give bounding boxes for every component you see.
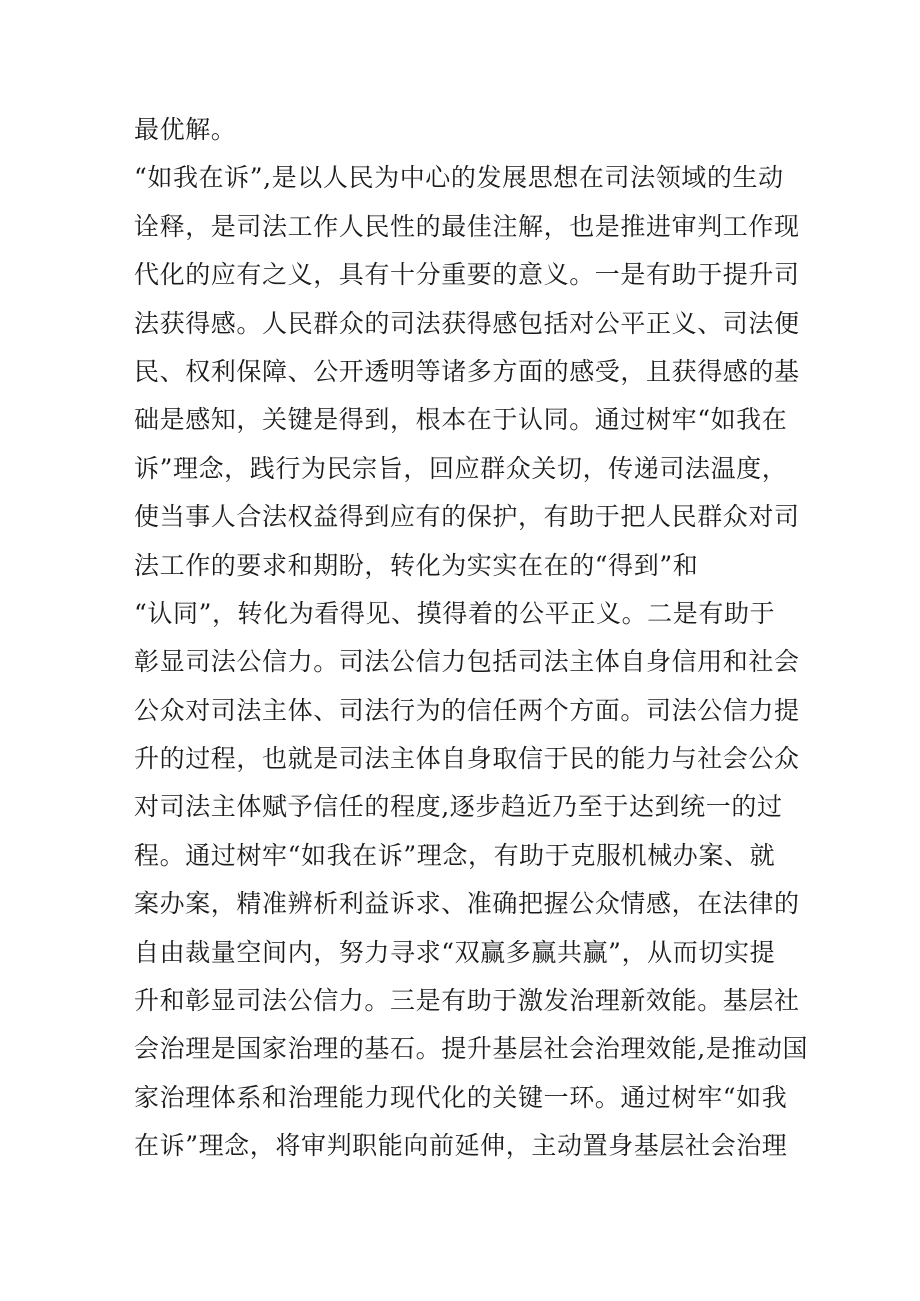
text-line: 法获得感。人民群众的司法获得感包括对公平正义、司法便 [134, 308, 800, 338]
text-line: 础是感知，关键是得到，根本在于认同。通过树牢“如我在 [134, 405, 788, 435]
text-line: 程。通过树牢“如我在诉”理念，有助于克服机械办案、就 [134, 840, 776, 870]
text-line: “如我在诉”,是以人民为中心的发展思想在司法领域的生动 [134, 163, 784, 193]
text-line: 会治理是国家治理的基石。提升基层社会治理效能,是推动国 [134, 1034, 809, 1064]
text-line: 家治理体系和治理能力现代化的关键一环。通过树牢“如我 [134, 1082, 788, 1112]
text-line: 使当事人合法权益得到应有的保护，有助于把人民群众对司 [134, 502, 800, 532]
text-line: 民、权利保障、公开透明等诸多方面的感受，且获得感的基 [134, 356, 800, 386]
text-line: 升的过程，也就是司法主体自身取信于民的能力与社会公众 [134, 744, 800, 774]
text-line: 公众对司法主体、司法行为的信任两个方面。司法公信力提 [134, 695, 800, 725]
text-line: 诉”理念，践行为民宗旨，回应群众关切，传递司法温度， [134, 453, 788, 483]
text-line: 代化的应有之义，具有十分重要的意义。一是有助于提升司 [134, 260, 800, 290]
body-text [134, 106, 809, 1171]
text-line: “认同”，转化为看得见、摸得着的公平正义。二是有助于 [134, 598, 776, 628]
text-line: 升和彰显司法公信力。三是有助于激发治理新效能。基层社 [134, 986, 800, 1016]
text-line: 自由裁量空间内，努力寻求“双赢多赢共赢”，从而切实提 [134, 937, 776, 967]
text-line: 案办案，精准辨析利益诉求、准确把握公众情感，在法律的 [134, 889, 800, 919]
text-line: 诠释，是司法工作人民性的最佳注解，也是推进审判工作现 [134, 211, 800, 241]
text-line: 对司法主体赋予信任的程度,逐步趋近乃至于达到统一的过 [134, 792, 783, 822]
text-line: 在诉”理念，将审判职能向前延伸，主动置身基层社会治理 [134, 1131, 788, 1161]
text-line: 法工作的要求和期盼，转化为实实在在的“得到”和 [134, 550, 699, 580]
text-line: 彰显司法公信力。司法公信力包括司法主体自身信用和社会 [134, 647, 800, 677]
text-line: 最优解。 [134, 115, 237, 144]
